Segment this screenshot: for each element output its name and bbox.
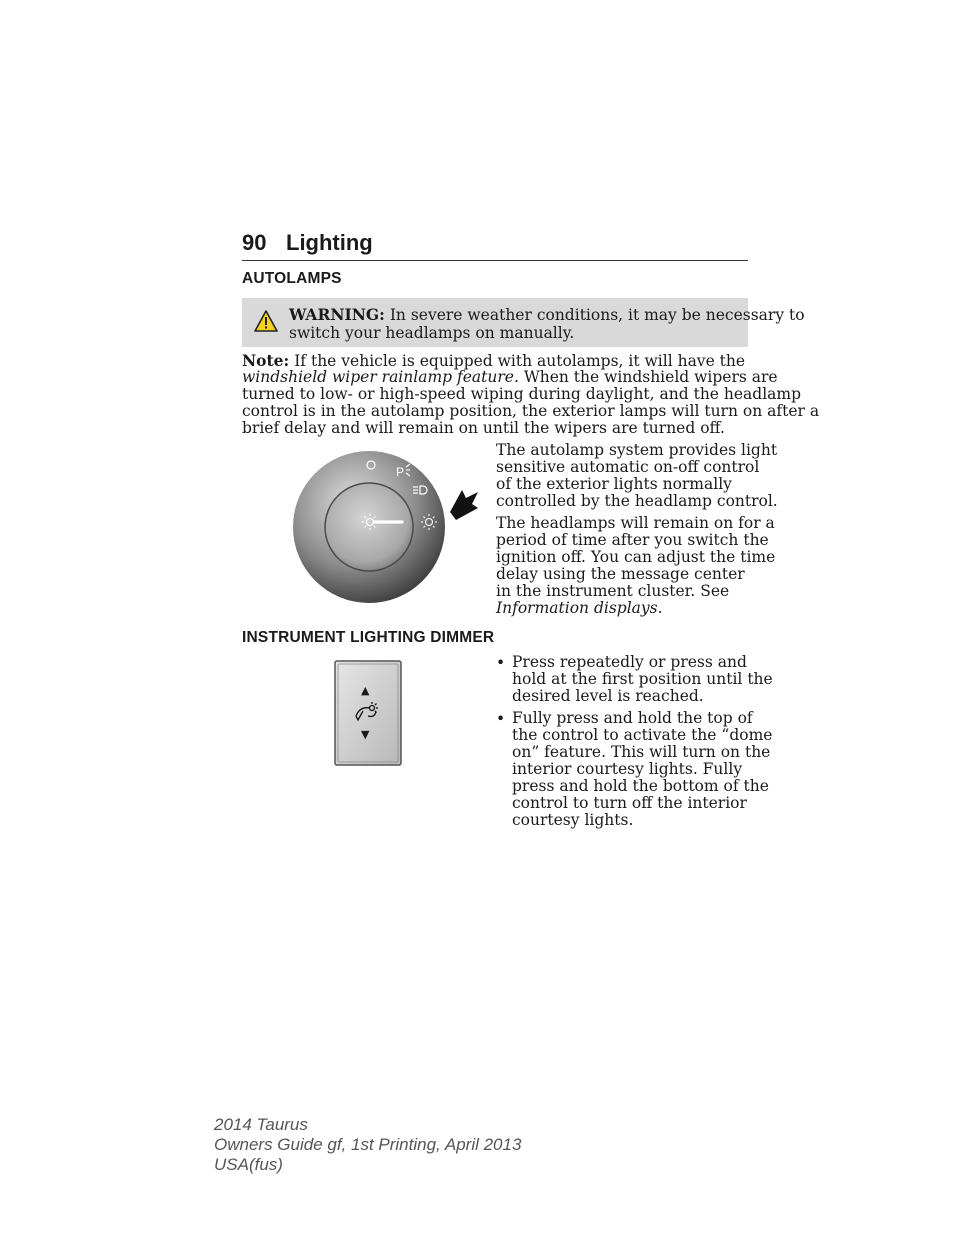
period: . xyxy=(657,599,663,617)
pointer-arrow-icon xyxy=(448,488,480,522)
autolamp-para2-line4: delay using the message center xyxy=(496,565,745,583)
warning-triangle-icon xyxy=(254,310,278,332)
dial-park-label: P xyxy=(396,465,405,479)
autolamp-para2-line1: The headlamps will remain on for a xyxy=(496,514,775,532)
autolamp-para1-line1: The autolamp system provides light xyxy=(496,441,778,459)
bullet-marker: • xyxy=(496,710,506,728)
footer-region xyxy=(214,1155,283,1175)
footer-region-suffix: (fus) xyxy=(248,1155,283,1174)
dimmer-bullet2-line4: interior courtesy lights. Fully xyxy=(512,760,743,778)
headlamp-control-dial-illustration xyxy=(292,450,446,604)
autolamps-heading: AUTOLAMPS xyxy=(242,270,342,287)
rainlamp-feature-reference: windshield wiper rainlamp feature. xyxy=(242,368,519,386)
dimmer-switch-illustration xyxy=(334,660,402,766)
dimmer-bullet2-line7: courtesy lights. xyxy=(512,811,634,829)
autolamp-para2-line2: period of time after you switch the xyxy=(496,531,769,549)
dimmer-up-arrow-icon: ▲ xyxy=(361,684,370,697)
note-text: When the windshield wipers are xyxy=(523,368,778,386)
footer-guide-info: Owners Guide gf, 1st Printing, April 2013 xyxy=(214,1135,522,1154)
dimmer-bullet1-line1: Press repeatedly or press and xyxy=(512,653,747,671)
bullet-marker: • xyxy=(496,654,506,672)
dimmer-bullet2-line5: press and hold the bottom of the xyxy=(512,777,769,795)
information-displays-link[interactable]: Information displays xyxy=(496,599,658,617)
dimmer-bullet1-line2: hold at the first position until the xyxy=(512,670,773,688)
dimmer-down-arrow-icon: ▼ xyxy=(361,728,370,741)
note-line3: turned to low- or high-speed wiping during daylight, and the headlamp xyxy=(242,385,802,403)
dimmer-bullet2-line1: Fully press and hold the top of xyxy=(512,709,753,727)
autolamp-para1-line2: sensitive automatic on-off control xyxy=(496,458,760,476)
autolamp-para2-line3: ignition off. You can adjust the time xyxy=(496,548,776,566)
dial-off-label: O xyxy=(366,461,374,472)
dimmer-bullet2-line3: on” feature. This will turn on the xyxy=(512,743,771,761)
autolamp-para2-line5: in the instrument cluster. See xyxy=(496,582,730,600)
dimmer-bullet1-line3: desired level is reached. xyxy=(512,687,704,705)
page-title: Lighting xyxy=(286,230,373,255)
note-line4: control is in the autolamp position, the exterior lamps will turn on after a xyxy=(242,402,820,420)
warning-text-line1 xyxy=(289,305,805,324)
header-rule xyxy=(242,260,748,261)
dimmer-bullet2-line2: the control to activate the “dome xyxy=(512,726,773,744)
warning-text: In severe weather conditions, it may be necessary to xyxy=(389,306,805,324)
autolamp-para2-line6 xyxy=(496,600,663,617)
note-text: If the vehicle is equipped with autolamps, it will have the xyxy=(294,352,746,370)
warning-text-line2: switch your headlamps on manually. xyxy=(289,324,575,342)
page-number: 90 xyxy=(242,230,267,255)
footer-model: 2014 Taurus xyxy=(214,1115,308,1134)
note-line5: brief delay and will remain on until the wipers are turned off. xyxy=(242,419,725,437)
note-label: Note: xyxy=(242,351,290,370)
dimmer-heading: INSTRUMENT LIGHTING DIMMER xyxy=(242,629,495,646)
warning-label: WARNING: xyxy=(289,305,385,324)
footer-region-main: USA xyxy=(214,1155,249,1174)
autolamp-para1-line3: of the exterior lights normally xyxy=(496,475,732,493)
autolamp-para1-line4: controlled by the headlamp control. xyxy=(496,492,778,510)
note-line2 xyxy=(242,369,778,386)
dimmer-bullet2-line6: control to turn off the interior xyxy=(512,794,747,812)
